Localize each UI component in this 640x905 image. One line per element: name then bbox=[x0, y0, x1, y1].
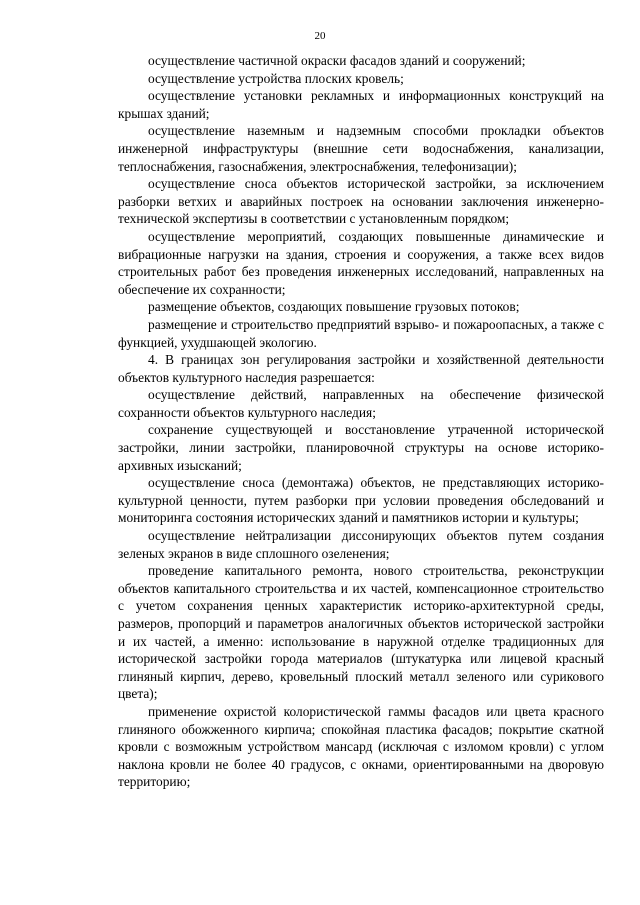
paragraph: применение охристой колористической гаммы фасадов или цвета красного глиняного обожженного кирпича; спокойная пластика фасадов; покрытие скатной кровли с возможным устройством мансард (исключая с изломом кровли) с углом наклона кровли не более 40 градусов, с окнами, ориентированными на дворовую территорию; bbox=[118, 703, 604, 790]
paragraph: осуществление мероприятий, создающих повышенные динамические и вибрационные нагрузки на здания, строения и сооружения, а также всех видов строительных работ без проведения инженерных исследований, направленных на обеспечение их сохранности; bbox=[118, 228, 604, 297]
section-heading-paragraph: 4. В границах зон регулирования застройки и хозяйственной деятельности объектов культурного наследия разрешается: bbox=[118, 352, 604, 385]
paragraph: осуществление устройства плоских кровель; bbox=[148, 70, 404, 86]
paragraph: осуществление установки рекламных и информационных конструкций на крышах зданий; bbox=[118, 88, 604, 121]
paragraph: размещение объектов, создающих повышение грузовых потоков; bbox=[148, 299, 520, 315]
paragraph: осуществление частичной окраски фасадов зданий и сооружений; bbox=[148, 53, 526, 68]
paragraph: осуществление сноса (демонтажа) объектов, не представляющих историко-культурной ценности, путем разборки при условии проведения обследований и мониторинга состояния исторических зданий и памятников истории и культуры; bbox=[118, 475, 604, 526]
document-body bbox=[118, 52, 604, 791]
page-number: 20 bbox=[314, 30, 326, 42]
paragraph: сохранение существующей и восстановление утраченной исторической застройки, линии застройки, планировочной структуры на основе историко-архивных изысканий; bbox=[118, 422, 604, 473]
paragraph: проведение капитального ремонта, нового строительства, реконструкции объектов капитального строительства и их частей, компенсационное строительство с учетом сохранения ценных характеристик историко-архитектурной среды, размеров, пропорций и параметров аналогичных объектов исторической застройки и их частей, а именно: использование в наружной отделке традиционных для исторической застройки города материалов (штукатурка или лицевой красный глиняный кирпич, дерево, кровельный плоский металл зеленого или сурикового цвета); bbox=[118, 563, 604, 702]
paragraph: размещение и строительство предприятий взрыво- и пожароопасных, а также с функцией, ухудшающей экологию. bbox=[118, 316, 604, 350]
paragraph: осуществление нейтрализации диссонирующих объектов путем создания зеленых экранов в виде сплошного озеленения; bbox=[118, 528, 604, 561]
paragraph: осуществление сноса объектов исторической застройки, за исключением разборки ветхих и аварийных построек на основании заключения инженерно-технической экспертизы в соответствии с установленным порядком; bbox=[118, 176, 604, 227]
paragraph: осуществление наземным и надземным способми прокладки объектов инженерной инфраструктуры (внешние сети водоснабжения, канализации, теплоснабжения, газоснабжения, электроснабжения, телефонизации); bbox=[118, 123, 604, 174]
paragraph: осуществление действий, направленных на обеспечение физической сохранности объектов культурного наследия; bbox=[118, 387, 604, 420]
